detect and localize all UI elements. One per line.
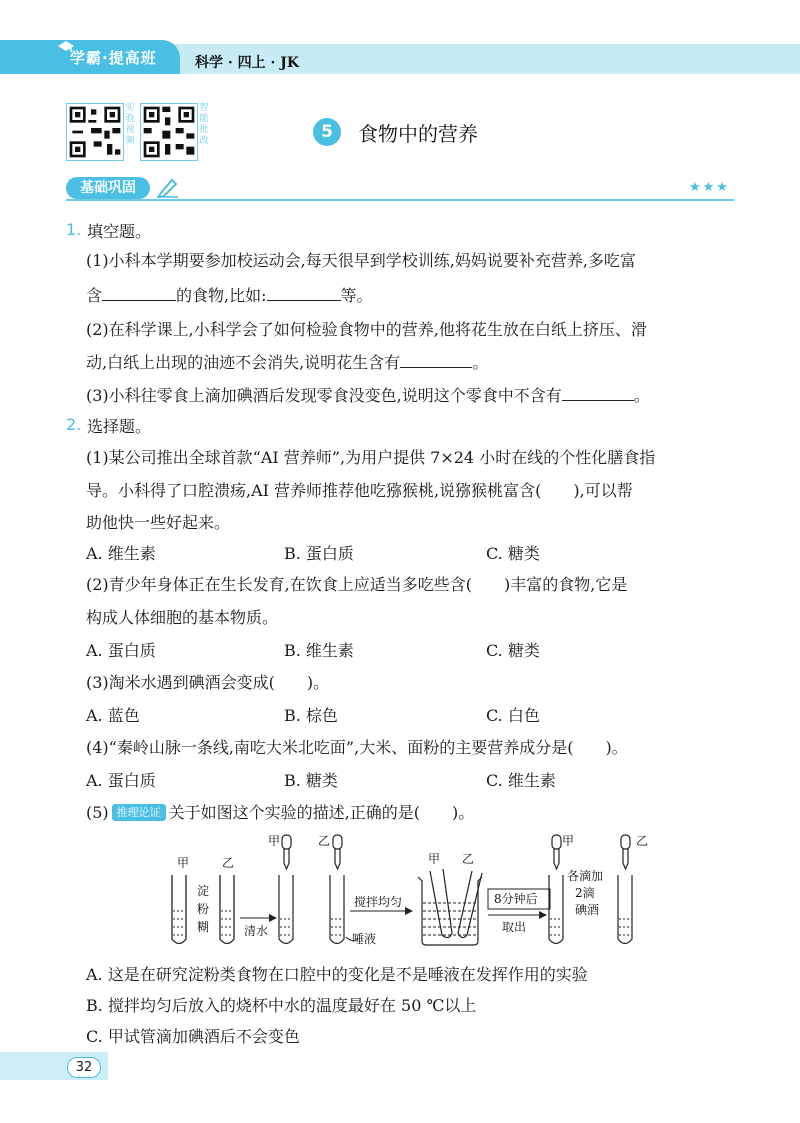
q2-1-option-a[interactable]: A. 维生素	[86, 544, 156, 563]
q1-part3-line1	[86, 383, 650, 406]
label-iodine-2: 2滴	[575, 886, 595, 900]
question-1-number: 1.	[66, 220, 82, 239]
q2-part5-line1	[86, 800, 474, 823]
q2-1-option-c[interactable]: C. 糖类	[486, 544, 540, 563]
section-divider	[66, 199, 734, 201]
label-starch-2: 粉	[197, 902, 210, 916]
label-take-out: 取出	[502, 920, 527, 934]
q2-part2-line2: 构成人体细胞的基本物质。	[86, 608, 279, 627]
q1-text: 等。	[340, 286, 373, 305]
q2-2-option-b[interactable]: B. 维生素	[284, 641, 354, 660]
label-yi-4: 乙	[636, 834, 649, 848]
q2-1-option-b[interactable]: B. 蛋白质	[284, 544, 354, 563]
label-starch-3: 糊	[197, 920, 210, 934]
q2-3-option-a[interactable]: A. 蓝色	[86, 706, 140, 725]
q2-part2-line1: (2)青少年身体正在生长发育,在饮食上应适当多吃些含( )丰富的食物,它是	[86, 575, 628, 594]
label-yi-3: 乙	[462, 852, 475, 866]
qr-caption-video: 实验视频	[125, 103, 135, 146]
q2-2-option-c[interactable]: C. 糖类	[486, 641, 540, 660]
label-water: 清水	[244, 924, 269, 938]
question-1-title: 填空题。	[87, 222, 152, 241]
q1-part2-line2	[86, 350, 488, 373]
reasoning-tag: 推理论证	[112, 804, 166, 821]
q2-5-option-b[interactable]: B. 搅拌均匀后放入的烧杯中水的温度最好在 50 ℃以上	[86, 996, 477, 1015]
q2-2-option-a[interactable]: A. 蛋白质	[86, 641, 156, 660]
qr-code-correction[interactable]	[140, 103, 198, 161]
label-iodine-1: 各滴加	[567, 869, 604, 883]
page-number: 32	[67, 1057, 101, 1078]
q2-3-option-b[interactable]: B. 棕色	[284, 706, 338, 725]
answer-blank[interactable]	[562, 386, 634, 401]
q2-text: (5)	[86, 803, 109, 822]
experiment-diagram	[160, 833, 650, 953]
q2-5-option-c[interactable]: C. 甲试管滴加碘酒后不会变色	[86, 1027, 300, 1046]
q1-text: 。	[472, 353, 489, 372]
label-jia-3: 甲	[428, 852, 441, 866]
q1-part2-line1: (2)在科学课上,小科学会了如何检验食物中的营养,他将花生放在白纸上挤压、滑	[86, 320, 647, 339]
pencil-icon	[156, 176, 180, 198]
q2-3-option-c[interactable]: C. 白色	[486, 706, 540, 725]
label-stir: 搅拌均匀	[354, 895, 403, 909]
q1-text: 的食物,比如:	[176, 286, 267, 305]
label-yi: 乙	[222, 856, 235, 870]
lesson-title: 食物中的营养	[358, 122, 478, 146]
label-starch-1: 淀	[197, 884, 210, 898]
q1-part1-line2	[86, 283, 373, 306]
section-title: 基础巩固	[66, 177, 150, 199]
question-2-number: 2.	[66, 415, 82, 434]
question-2-title: 选择题。	[87, 417, 152, 436]
q1-part1-line1: (1)小科本学期要参加校运动会,每天很早到学校训练,妈妈说要补充营养,多吃富	[86, 251, 636, 270]
q1-text: (3)小科往零食上滴加碘酒后发现零食没变色,说明这个零食中不含有	[86, 386, 562, 405]
subject-label: 科学 · 四上 · JK	[195, 55, 300, 71]
label-jia-4: 甲	[562, 834, 575, 848]
label-jia: 甲	[177, 856, 190, 870]
q2-5-option-a[interactable]: A. 这是在研究淀粉类食物在口腔中的变化是不是唾液在发挥作用的实验	[86, 965, 588, 984]
brand-name: 学霸·提高班	[70, 49, 157, 67]
qr-code-video[interactable]	[66, 103, 124, 161]
q2-text: 关于如图这个实验的描述,正确的是( )。	[168, 803, 475, 822]
q2-part1-line3: 助他快一些好起来。	[86, 513, 231, 532]
q2-4-option-b[interactable]: B. 糖类	[284, 771, 338, 790]
q2-part4-line1: (4)“秦岭山脉一条线,南吃大米北吃面”,大米、面粉的主要营养成分是( )。	[86, 738, 628, 757]
q2-4-option-c[interactable]: C. 维生素	[486, 771, 556, 790]
label-saliva: 唾液	[352, 932, 377, 946]
lesson-number-badge: 5	[313, 118, 341, 146]
difficulty-stars: ★★★	[689, 180, 730, 195]
q2-part3-line1: (3)淘米水遇到碘酒会变成( )。	[86, 673, 330, 692]
answer-blank[interactable]	[267, 286, 341, 301]
qr-caption-correction: 智能批改	[199, 103, 209, 146]
answer-blank[interactable]	[400, 353, 472, 368]
label-after-8min: 8分钟后	[494, 892, 538, 906]
label-iodine-3: 碘酒	[575, 903, 600, 917]
q2-4-option-a[interactable]: A. 蛋白质	[86, 771, 156, 790]
answer-blank[interactable]	[102, 286, 176, 301]
q2-part1-line2: 导。小科得了口腔溃疡,AI 营养师推荐他吃猕猴桃,说猕猴桃富含( ),可以帮	[86, 481, 633, 500]
q2-part1-line1: (1)某公司推出全球首款“AI 营养师”,为用户提供 7×24 小时在线的个性化膳食指	[86, 448, 656, 467]
q1-text: 含	[86, 286, 103, 305]
label-yi-2: 乙	[318, 834, 331, 848]
q1-text: 。	[633, 386, 650, 405]
label-jia-2: 甲	[268, 834, 281, 848]
q1-text: 动,白纸上出现的油迹不会消失,说明花生含有	[86, 353, 401, 372]
